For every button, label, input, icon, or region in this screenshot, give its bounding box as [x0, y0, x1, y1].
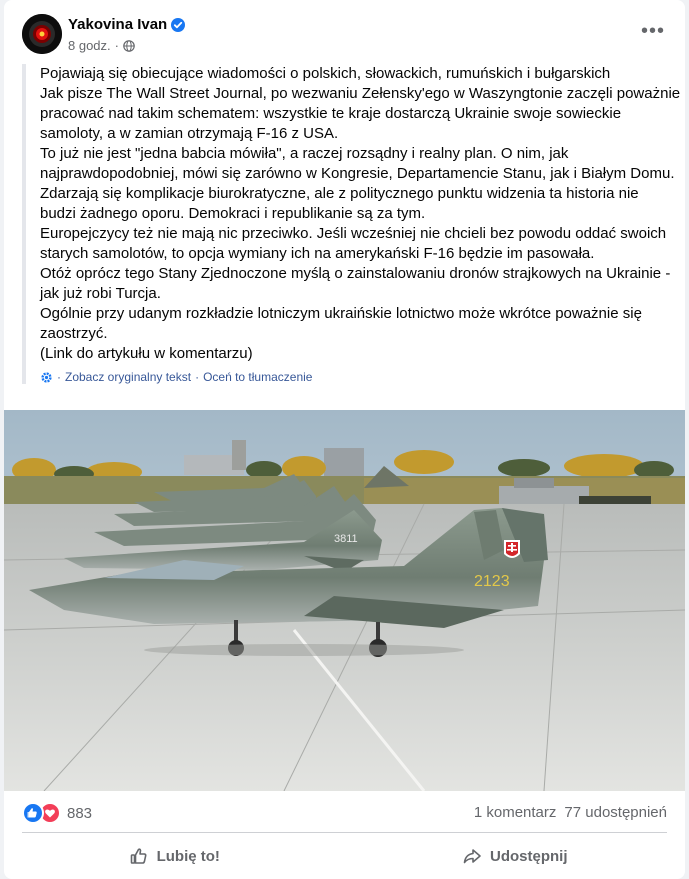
author-name-text[interactable]: Yakovina Ivan	[68, 16, 168, 33]
action-bar	[4, 836, 685, 876]
globe-icon	[123, 40, 135, 52]
jet-number-front: 2123	[474, 573, 510, 590]
post-line: zaostrzyć.	[40, 325, 108, 342]
post-line: jak już robi Turcja.	[40, 285, 161, 302]
post-line: budzi żadnego oporu. Demokraci i republikanie są za tym.	[40, 205, 426, 222]
post-line: najprawdopodobniej, mówi się zarówno w Kongresie, Departamencie Stanu, jak i Białym Domu.	[40, 165, 675, 182]
shares-count[interactable]: 77 udostępnień	[564, 804, 667, 821]
verified-badge-icon	[171, 18, 185, 32]
post-line: Europejczycy też nie mają nic przeciwko. Jeśli wcześniej nie chcieli bez powodu oddać swoich	[40, 225, 667, 242]
post-line: (Link do artykułu w komentarzu)	[40, 345, 253, 362]
post-line: Zdarzają się komplikacje biurokratyczne, ale z politycznego punktu widzenia ta historia nie	[40, 185, 639, 202]
post-line: Pojawiają się obiecujące wiadomości o polskich, słowackich, rumuńskich i bułgarskich	[40, 65, 611, 82]
share-button-label: Udostępnij	[490, 847, 568, 865]
reactions-summary[interactable]	[22, 802, 92, 824]
post-line: starych samolotów, to opcja wymiany ich na amerykański F-16 będzie im pasowała.	[40, 245, 595, 262]
share-button[interactable]	[345, 836, 686, 876]
post-line: Ogólnie przy udanym rozkładzie lotniczym ukraińskie lotnictwo może wkrótce poważnie się	[40, 305, 642, 322]
comments-count[interactable]: 1 komentarz	[473, 804, 557, 821]
meta-separator: ·	[114, 38, 119, 53]
post-header	[4, 0, 685, 60]
translation-bar	[40, 370, 684, 384]
gear-icon[interactable]	[40, 371, 53, 384]
jet-number-second: 3811	[334, 533, 358, 545]
thumbs-up-icon	[129, 846, 149, 866]
avatar[interactable]	[22, 14, 62, 54]
post-timestamp[interactable]: 8 godz.	[68, 38, 111, 53]
divider	[22, 832, 667, 833]
more-options-button[interactable]	[639, 20, 667, 48]
rate-translation-link[interactable]: Oceń to tłumaczenie	[203, 370, 313, 384]
post-line: Otóż oprócz tego Stany Zjednoczone myślą o zainstalowaniu dronów strajkowych na Ukrainie -	[40, 265, 671, 282]
post-meta	[68, 38, 135, 53]
post-line: Jak pisze The Wall Street Journal, po wezwaniu Zełensky'ego w Waszyngtonie zaczęli poważnie	[40, 85, 681, 102]
author-name[interactable]	[68, 16, 185, 33]
like-button-label: Lubię to!	[156, 847, 220, 865]
reactions-count[interactable]: 883	[67, 804, 93, 822]
like-reaction-icon	[22, 802, 44, 824]
post-photo[interactable]	[4, 410, 685, 791]
post-line: To już nie jest "jedna babcia mówiła", a raczej rozsądny i realny plan. O nim, jak	[40, 145, 569, 162]
see-original-link[interactable]: Zobacz oryginalny tekst	[65, 370, 192, 384]
more-options-icon: •••	[640, 20, 665, 42]
post-line: pracować nad takim schematem: wszystkie te kraje dostarczą Ukrainie swoje sowieckie	[40, 105, 622, 122]
translate-separator: ·	[195, 370, 200, 384]
avatar-image	[22, 14, 62, 54]
like-button[interactable]	[4, 836, 345, 876]
share-arrow-icon	[462, 846, 482, 866]
engagement-counts	[474, 804, 667, 821]
translate-separator: ·	[57, 370, 61, 384]
post-stats	[4, 794, 685, 830]
post-line: samoloty, a w zamian otrzymają F-16 z USA.	[40, 125, 339, 142]
post-text	[22, 64, 684, 384]
post-card	[4, 0, 685, 879]
jets-photo	[4, 410, 685, 791]
